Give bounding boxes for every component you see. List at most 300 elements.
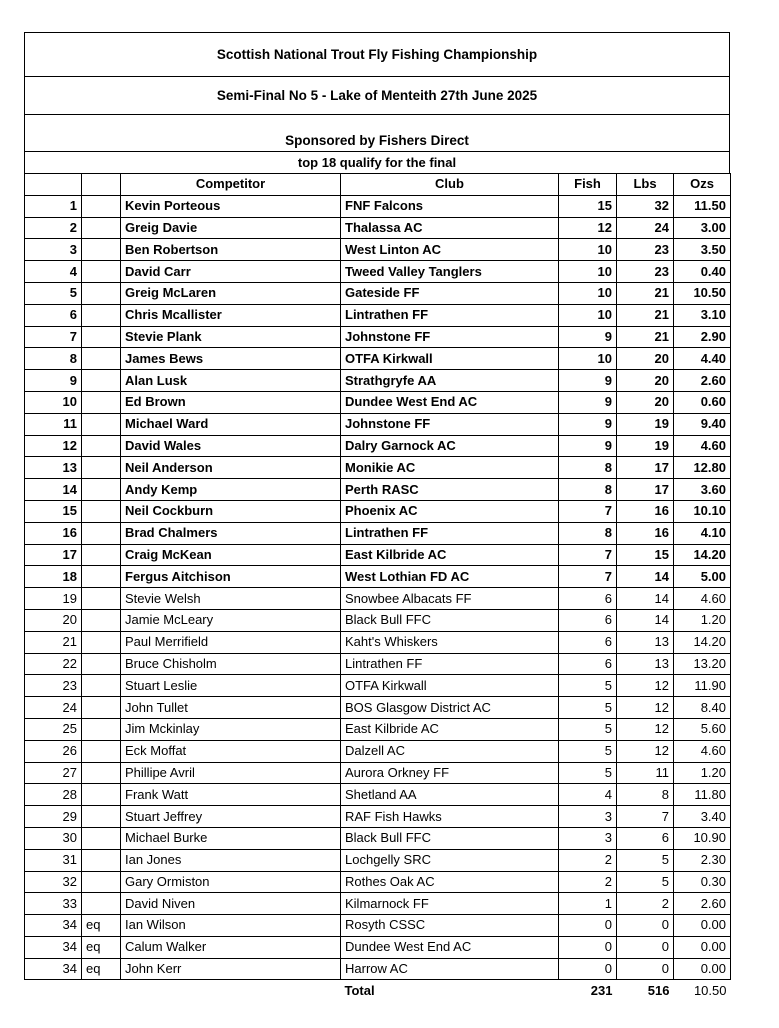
club-name: FNF Falcons xyxy=(341,195,559,217)
eq-cell: eq xyxy=(82,936,121,958)
competitor-name: David Niven xyxy=(121,893,341,915)
rank-cell: 6 xyxy=(25,304,82,326)
ozs-value: 10.90 xyxy=(674,827,731,849)
rank-cell: 21 xyxy=(25,631,82,653)
rank-cell: 34 xyxy=(25,936,82,958)
club-name: RAF Fish Hawks xyxy=(341,806,559,828)
table-row xyxy=(25,370,731,392)
eq-cell xyxy=(82,479,121,501)
eq-cell xyxy=(82,457,121,479)
ozs-value: 4.40 xyxy=(674,348,731,370)
total-label: Total xyxy=(344,983,375,999)
lbs-value: 32 xyxy=(617,195,674,217)
ozs-value: 3.50 xyxy=(674,239,731,261)
fish-count: 0 xyxy=(559,915,617,937)
col-eq-header xyxy=(82,174,121,196)
ozs-value: 0.60 xyxy=(674,391,731,413)
club-name: Kilmarnock FF xyxy=(341,893,559,915)
ozs-value: 1.20 xyxy=(674,609,731,631)
lbs-value: 12 xyxy=(617,675,674,697)
ozs-value: 0.40 xyxy=(674,261,731,283)
table-row xyxy=(25,435,731,457)
ozs-value: 0.00 xyxy=(674,958,731,980)
competitor-name: James Bews xyxy=(121,348,341,370)
lbs-value: 5 xyxy=(617,849,674,871)
lbs-value: 2 xyxy=(617,893,674,915)
col-fish-header: Fish xyxy=(559,174,617,196)
rank-cell: 8 xyxy=(25,348,82,370)
table-row xyxy=(25,675,731,697)
eq-cell xyxy=(82,500,121,522)
table-row xyxy=(25,697,731,719)
ozs-value: 2.90 xyxy=(674,326,731,348)
eq-cell xyxy=(82,609,121,631)
club-name: Snowbee Albacats FF xyxy=(341,588,559,610)
ozs-value: 3.10 xyxy=(674,304,731,326)
fish-count: 12 xyxy=(559,217,617,239)
lbs-value: 14 xyxy=(617,609,674,631)
competitor-name: Ian Jones xyxy=(121,849,341,871)
ozs-value: 0.00 xyxy=(674,936,731,958)
rank-cell: 32 xyxy=(25,871,82,893)
table-row xyxy=(25,413,731,435)
club-name: Dalzell AC xyxy=(341,740,559,762)
fish-count: 2 xyxy=(559,871,617,893)
ozs-value: 3.00 xyxy=(674,217,731,239)
club-name: Monikie AC xyxy=(341,457,559,479)
club-name: Dundee West End AC xyxy=(341,391,559,413)
fish-count: 5 xyxy=(559,697,617,719)
competitor-name: Calum Walker xyxy=(121,936,341,958)
championship-title: Scottish National Trout Fly Fishing Championship xyxy=(24,32,730,76)
table-row xyxy=(25,500,731,522)
rank-cell: 33 xyxy=(25,893,82,915)
eq-cell xyxy=(82,697,121,719)
fish-count: 3 xyxy=(559,827,617,849)
col-competitor-header: Competitor xyxy=(121,174,341,196)
rank-cell: 1 xyxy=(25,195,82,217)
eq-cell xyxy=(82,806,121,828)
total-lbs: 516 xyxy=(647,983,670,999)
ozs-value: 11.80 xyxy=(674,784,731,806)
lbs-value: 17 xyxy=(617,457,674,479)
ozs-value: 9.40 xyxy=(674,413,731,435)
lbs-value: 21 xyxy=(617,282,674,304)
club-name: Tweed Valley Tanglers xyxy=(341,261,559,283)
lbs-value: 15 xyxy=(617,544,674,566)
fish-count: 6 xyxy=(559,609,617,631)
eq-cell xyxy=(82,217,121,239)
competitor-name: Bruce Chisholm xyxy=(121,653,341,675)
ozs-value: 1.20 xyxy=(674,762,731,784)
eq-cell xyxy=(82,784,121,806)
results-table xyxy=(24,173,731,1002)
ozs-value: 12.80 xyxy=(674,457,731,479)
eq-cell xyxy=(82,827,121,849)
lbs-value: 21 xyxy=(617,304,674,326)
table-row xyxy=(25,871,731,893)
col-ozs-header: Ozs xyxy=(674,174,731,196)
fish-count: 8 xyxy=(559,479,617,501)
club-name: Johnstone FF xyxy=(341,413,559,435)
fish-count: 8 xyxy=(559,522,617,544)
competitor-name: Neil Anderson xyxy=(121,457,341,479)
fish-count: 0 xyxy=(559,936,617,958)
competitor-name: Stuart Jeffrey xyxy=(121,806,341,828)
eq-cell xyxy=(82,413,121,435)
competitor-name: Frank Watt xyxy=(121,784,341,806)
club-name: BOS Glasgow District AC xyxy=(341,697,559,719)
ozs-value: 10.10 xyxy=(674,500,731,522)
competitor-name: Kevin Porteous xyxy=(121,195,341,217)
eq-cell: eq xyxy=(82,915,121,937)
eq-cell xyxy=(82,762,121,784)
club-name: Dundee West End AC xyxy=(341,936,559,958)
fish-count: 5 xyxy=(559,718,617,740)
competitor-name: Eck Moffat xyxy=(121,740,341,762)
competitor-name: Neil Cockburn xyxy=(121,500,341,522)
rank-cell: 20 xyxy=(25,609,82,631)
table-row xyxy=(25,958,731,980)
fish-count: 5 xyxy=(559,675,617,697)
eq-cell xyxy=(82,391,121,413)
rank-cell: 2 xyxy=(25,217,82,239)
rank-cell: 25 xyxy=(25,718,82,740)
eq-cell xyxy=(82,348,121,370)
col-club-header: Club xyxy=(341,174,559,196)
lbs-value: 14 xyxy=(617,566,674,588)
table-row xyxy=(25,936,731,958)
lbs-value: 20 xyxy=(617,348,674,370)
eq-cell xyxy=(82,588,121,610)
results-body xyxy=(25,195,731,980)
lbs-value: 12 xyxy=(617,718,674,740)
competitor-name: Alan Lusk xyxy=(121,370,341,392)
club-name: Lintrathen FF xyxy=(341,304,559,326)
rank-cell: 5 xyxy=(25,282,82,304)
table-row xyxy=(25,217,731,239)
ozs-value: 3.40 xyxy=(674,806,731,828)
lbs-value: 0 xyxy=(617,936,674,958)
table-row xyxy=(25,195,731,217)
eq-cell xyxy=(82,282,121,304)
table-row xyxy=(25,544,731,566)
fish-count: 4 xyxy=(559,784,617,806)
qualify-note: top 18 qualify for the final xyxy=(24,151,730,173)
rank-cell: 15 xyxy=(25,500,82,522)
lbs-value: 12 xyxy=(617,740,674,762)
table-row xyxy=(25,348,731,370)
table-header-row xyxy=(25,174,731,196)
fish-count: 6 xyxy=(559,653,617,675)
ozs-value: 14.20 xyxy=(674,544,731,566)
ozs-value: 2.60 xyxy=(674,893,731,915)
eq-cell xyxy=(82,893,121,915)
competitor-name: Paul Merrifield xyxy=(121,631,341,653)
ozs-value: 5.60 xyxy=(674,718,731,740)
table-row xyxy=(25,827,731,849)
eq-cell xyxy=(82,261,121,283)
table-row xyxy=(25,740,731,762)
competitor-name: Greig McLaren xyxy=(121,282,341,304)
rank-cell: 14 xyxy=(25,479,82,501)
lbs-value: 0 xyxy=(617,915,674,937)
eq-cell xyxy=(82,871,121,893)
competitor-name: Chris Mcallister xyxy=(121,304,341,326)
lbs-value: 19 xyxy=(617,435,674,457)
total-ozs: 10.50 xyxy=(693,983,727,999)
rank-cell: 23 xyxy=(25,675,82,697)
eq-cell xyxy=(82,718,121,740)
table-row xyxy=(25,653,731,675)
table-row xyxy=(25,261,731,283)
table-row xyxy=(25,609,731,631)
competitor-name: Ed Brown xyxy=(121,391,341,413)
table-row xyxy=(25,718,731,740)
competitor-name: David Wales xyxy=(121,435,341,457)
club-name: Lintrathen FF xyxy=(341,522,559,544)
competitor-name: Jamie McLeary xyxy=(121,609,341,631)
ozs-value: 0.00 xyxy=(674,915,731,937)
eq-cell xyxy=(82,631,121,653)
rank-cell: 9 xyxy=(25,370,82,392)
lbs-value: 8 xyxy=(617,784,674,806)
club-name: West Linton AC xyxy=(341,239,559,261)
table-row xyxy=(25,588,731,610)
lbs-value: 11 xyxy=(617,762,674,784)
competitor-name: Craig McKean xyxy=(121,544,341,566)
competitor-name: Brad Chalmers xyxy=(121,522,341,544)
col-rank-header xyxy=(25,174,82,196)
lbs-value: 24 xyxy=(617,217,674,239)
rank-cell: 11 xyxy=(25,413,82,435)
fish-count: 8 xyxy=(559,457,617,479)
results-sheet xyxy=(24,32,730,1002)
competitor-name: Greig Davie xyxy=(121,217,341,239)
lbs-value: 13 xyxy=(617,653,674,675)
rank-cell: 31 xyxy=(25,849,82,871)
rank-cell: 7 xyxy=(25,326,82,348)
fish-count: 7 xyxy=(559,500,617,522)
lbs-value: 16 xyxy=(617,500,674,522)
fish-count: 10 xyxy=(559,239,617,261)
table-row xyxy=(25,457,731,479)
ozs-value: 14.20 xyxy=(674,631,731,653)
club-name: Johnstone FF xyxy=(341,326,559,348)
table-row xyxy=(25,391,731,413)
fish-count: 1 xyxy=(559,893,617,915)
rank-cell: 3 xyxy=(25,239,82,261)
lbs-value: 23 xyxy=(617,261,674,283)
competitor-name: Phillipe Avril xyxy=(121,762,341,784)
fish-count: 10 xyxy=(559,304,617,326)
table-row xyxy=(25,915,731,937)
lbs-value: 16 xyxy=(617,522,674,544)
lbs-value: 20 xyxy=(617,391,674,413)
fish-count: 0 xyxy=(559,958,617,980)
lbs-value: 17 xyxy=(617,479,674,501)
rank-cell: 29 xyxy=(25,806,82,828)
fish-count: 5 xyxy=(559,740,617,762)
rank-cell: 28 xyxy=(25,784,82,806)
club-name: Harrow AC xyxy=(341,958,559,980)
club-name: Lochgelly SRC xyxy=(341,849,559,871)
club-name: Black Bull FFC xyxy=(341,609,559,631)
rank-cell: 13 xyxy=(25,457,82,479)
table-row xyxy=(25,784,731,806)
table-row xyxy=(25,806,731,828)
club-name: Dalry Garnock AC xyxy=(341,435,559,457)
fish-count: 10 xyxy=(559,282,617,304)
eq-cell: eq xyxy=(82,958,121,980)
rank-cell: 10 xyxy=(25,391,82,413)
table-row xyxy=(25,239,731,261)
lbs-value: 5 xyxy=(617,871,674,893)
ozs-value: 11.50 xyxy=(674,195,731,217)
competitor-name: David Carr xyxy=(121,261,341,283)
fish-count: 9 xyxy=(559,391,617,413)
fish-count: 2 xyxy=(559,849,617,871)
competitor-name: Gary Ormiston xyxy=(121,871,341,893)
eq-cell xyxy=(82,304,121,326)
table-row xyxy=(25,326,731,348)
rank-cell: 4 xyxy=(25,261,82,283)
ozs-value: 4.60 xyxy=(674,740,731,762)
eq-cell xyxy=(82,544,121,566)
event-title: Semi-Final No 5 - Lake of Menteith 27th June 2025 xyxy=(24,76,730,114)
table-row xyxy=(25,304,731,326)
ozs-value: 8.40 xyxy=(674,697,731,719)
rank-cell: 34 xyxy=(25,915,82,937)
lbs-value: 21 xyxy=(617,326,674,348)
club-name: Kaht's Whiskers xyxy=(341,631,559,653)
rank-cell: 27 xyxy=(25,762,82,784)
eq-cell xyxy=(82,239,121,261)
lbs-value: 7 xyxy=(617,806,674,828)
ozs-value: 11.90 xyxy=(674,675,731,697)
competitor-name: Ben Robertson xyxy=(121,239,341,261)
eq-cell xyxy=(82,653,121,675)
rank-cell: 22 xyxy=(25,653,82,675)
ozs-value: 13.20 xyxy=(674,653,731,675)
competitor-name: John Tullet xyxy=(121,697,341,719)
total-row xyxy=(25,980,731,1002)
club-name: Shetland AA xyxy=(341,784,559,806)
competitor-name: Stevie Welsh xyxy=(121,588,341,610)
competitor-name: Fergus Aitchison xyxy=(121,566,341,588)
rank-cell: 34 xyxy=(25,958,82,980)
club-name: OTFA Kirkwall xyxy=(341,675,559,697)
rank-cell: 26 xyxy=(25,740,82,762)
eq-cell xyxy=(82,435,121,457)
eq-cell xyxy=(82,522,121,544)
eq-cell xyxy=(82,370,121,392)
ozs-value: 4.10 xyxy=(674,522,731,544)
club-name: Gateside FF xyxy=(341,282,559,304)
club-name: Rothes Oak AC xyxy=(341,871,559,893)
lbs-value: 14 xyxy=(617,588,674,610)
table-row xyxy=(25,282,731,304)
lbs-value: 20 xyxy=(617,370,674,392)
eq-cell xyxy=(82,566,121,588)
fish-count: 5 xyxy=(559,762,617,784)
club-name: Phoenix AC xyxy=(341,500,559,522)
club-name: Aurora Orkney FF xyxy=(341,762,559,784)
table-row xyxy=(25,893,731,915)
lbs-value: 19 xyxy=(617,413,674,435)
rank-cell: 19 xyxy=(25,588,82,610)
rank-cell: 24 xyxy=(25,697,82,719)
eq-cell xyxy=(82,740,121,762)
rank-cell: 16 xyxy=(25,522,82,544)
col-lbs-header: Lbs xyxy=(617,174,674,196)
club-name: Perth RASC xyxy=(341,479,559,501)
club-name: Thalassa AC xyxy=(341,217,559,239)
ozs-value: 5.00 xyxy=(674,566,731,588)
club-name: Rosyth CSSC xyxy=(341,915,559,937)
fish-count: 15 xyxy=(559,195,617,217)
competitor-name: Stevie Plank xyxy=(121,326,341,348)
rank-cell: 12 xyxy=(25,435,82,457)
fish-count: 9 xyxy=(559,413,617,435)
ozs-value: 3.60 xyxy=(674,479,731,501)
ozs-value: 2.60 xyxy=(674,370,731,392)
club-name: Strathgryfe AA xyxy=(341,370,559,392)
ozs-value: 10.50 xyxy=(674,282,731,304)
fish-count: 6 xyxy=(559,631,617,653)
eq-cell xyxy=(82,195,121,217)
competitor-name: Michael Ward xyxy=(121,413,341,435)
club-name: Black Bull FFC xyxy=(341,827,559,849)
ozs-value: 4.60 xyxy=(674,435,731,457)
lbs-value: 0 xyxy=(617,958,674,980)
fish-count: 9 xyxy=(559,435,617,457)
competitor-name: Michael Burke xyxy=(121,827,341,849)
rank-cell: 30 xyxy=(25,827,82,849)
eq-cell xyxy=(82,849,121,871)
fish-count: 9 xyxy=(559,370,617,392)
fish-count: 7 xyxy=(559,566,617,588)
club-name: West Lothian FD AC xyxy=(341,566,559,588)
ozs-value: 2.30 xyxy=(674,849,731,871)
competitor-name: John Kerr xyxy=(121,958,341,980)
club-name: OTFA Kirkwall xyxy=(341,348,559,370)
rank-cell: 18 xyxy=(25,566,82,588)
table-row xyxy=(25,522,731,544)
club-name: East Kilbride AC xyxy=(341,544,559,566)
fish-count: 7 xyxy=(559,544,617,566)
eq-cell xyxy=(82,675,121,697)
fish-count: 9 xyxy=(559,326,617,348)
competitor-name: Stuart Leslie xyxy=(121,675,341,697)
fish-count: 6 xyxy=(559,588,617,610)
competitor-name: Ian Wilson xyxy=(121,915,341,937)
club-name: Lintrathen FF xyxy=(341,653,559,675)
ozs-value: 0.30 xyxy=(674,871,731,893)
table-row xyxy=(25,566,731,588)
total-fish: 231 xyxy=(590,983,613,999)
fish-count: 3 xyxy=(559,806,617,828)
competitor-name: Andy Kemp xyxy=(121,479,341,501)
table-row xyxy=(25,479,731,501)
lbs-value: 13 xyxy=(617,631,674,653)
fish-count: 10 xyxy=(559,348,617,370)
ozs-value: 4.60 xyxy=(674,588,731,610)
lbs-value: 12 xyxy=(617,697,674,719)
rank-cell: 17 xyxy=(25,544,82,566)
lbs-value: 6 xyxy=(617,827,674,849)
table-row xyxy=(25,631,731,653)
